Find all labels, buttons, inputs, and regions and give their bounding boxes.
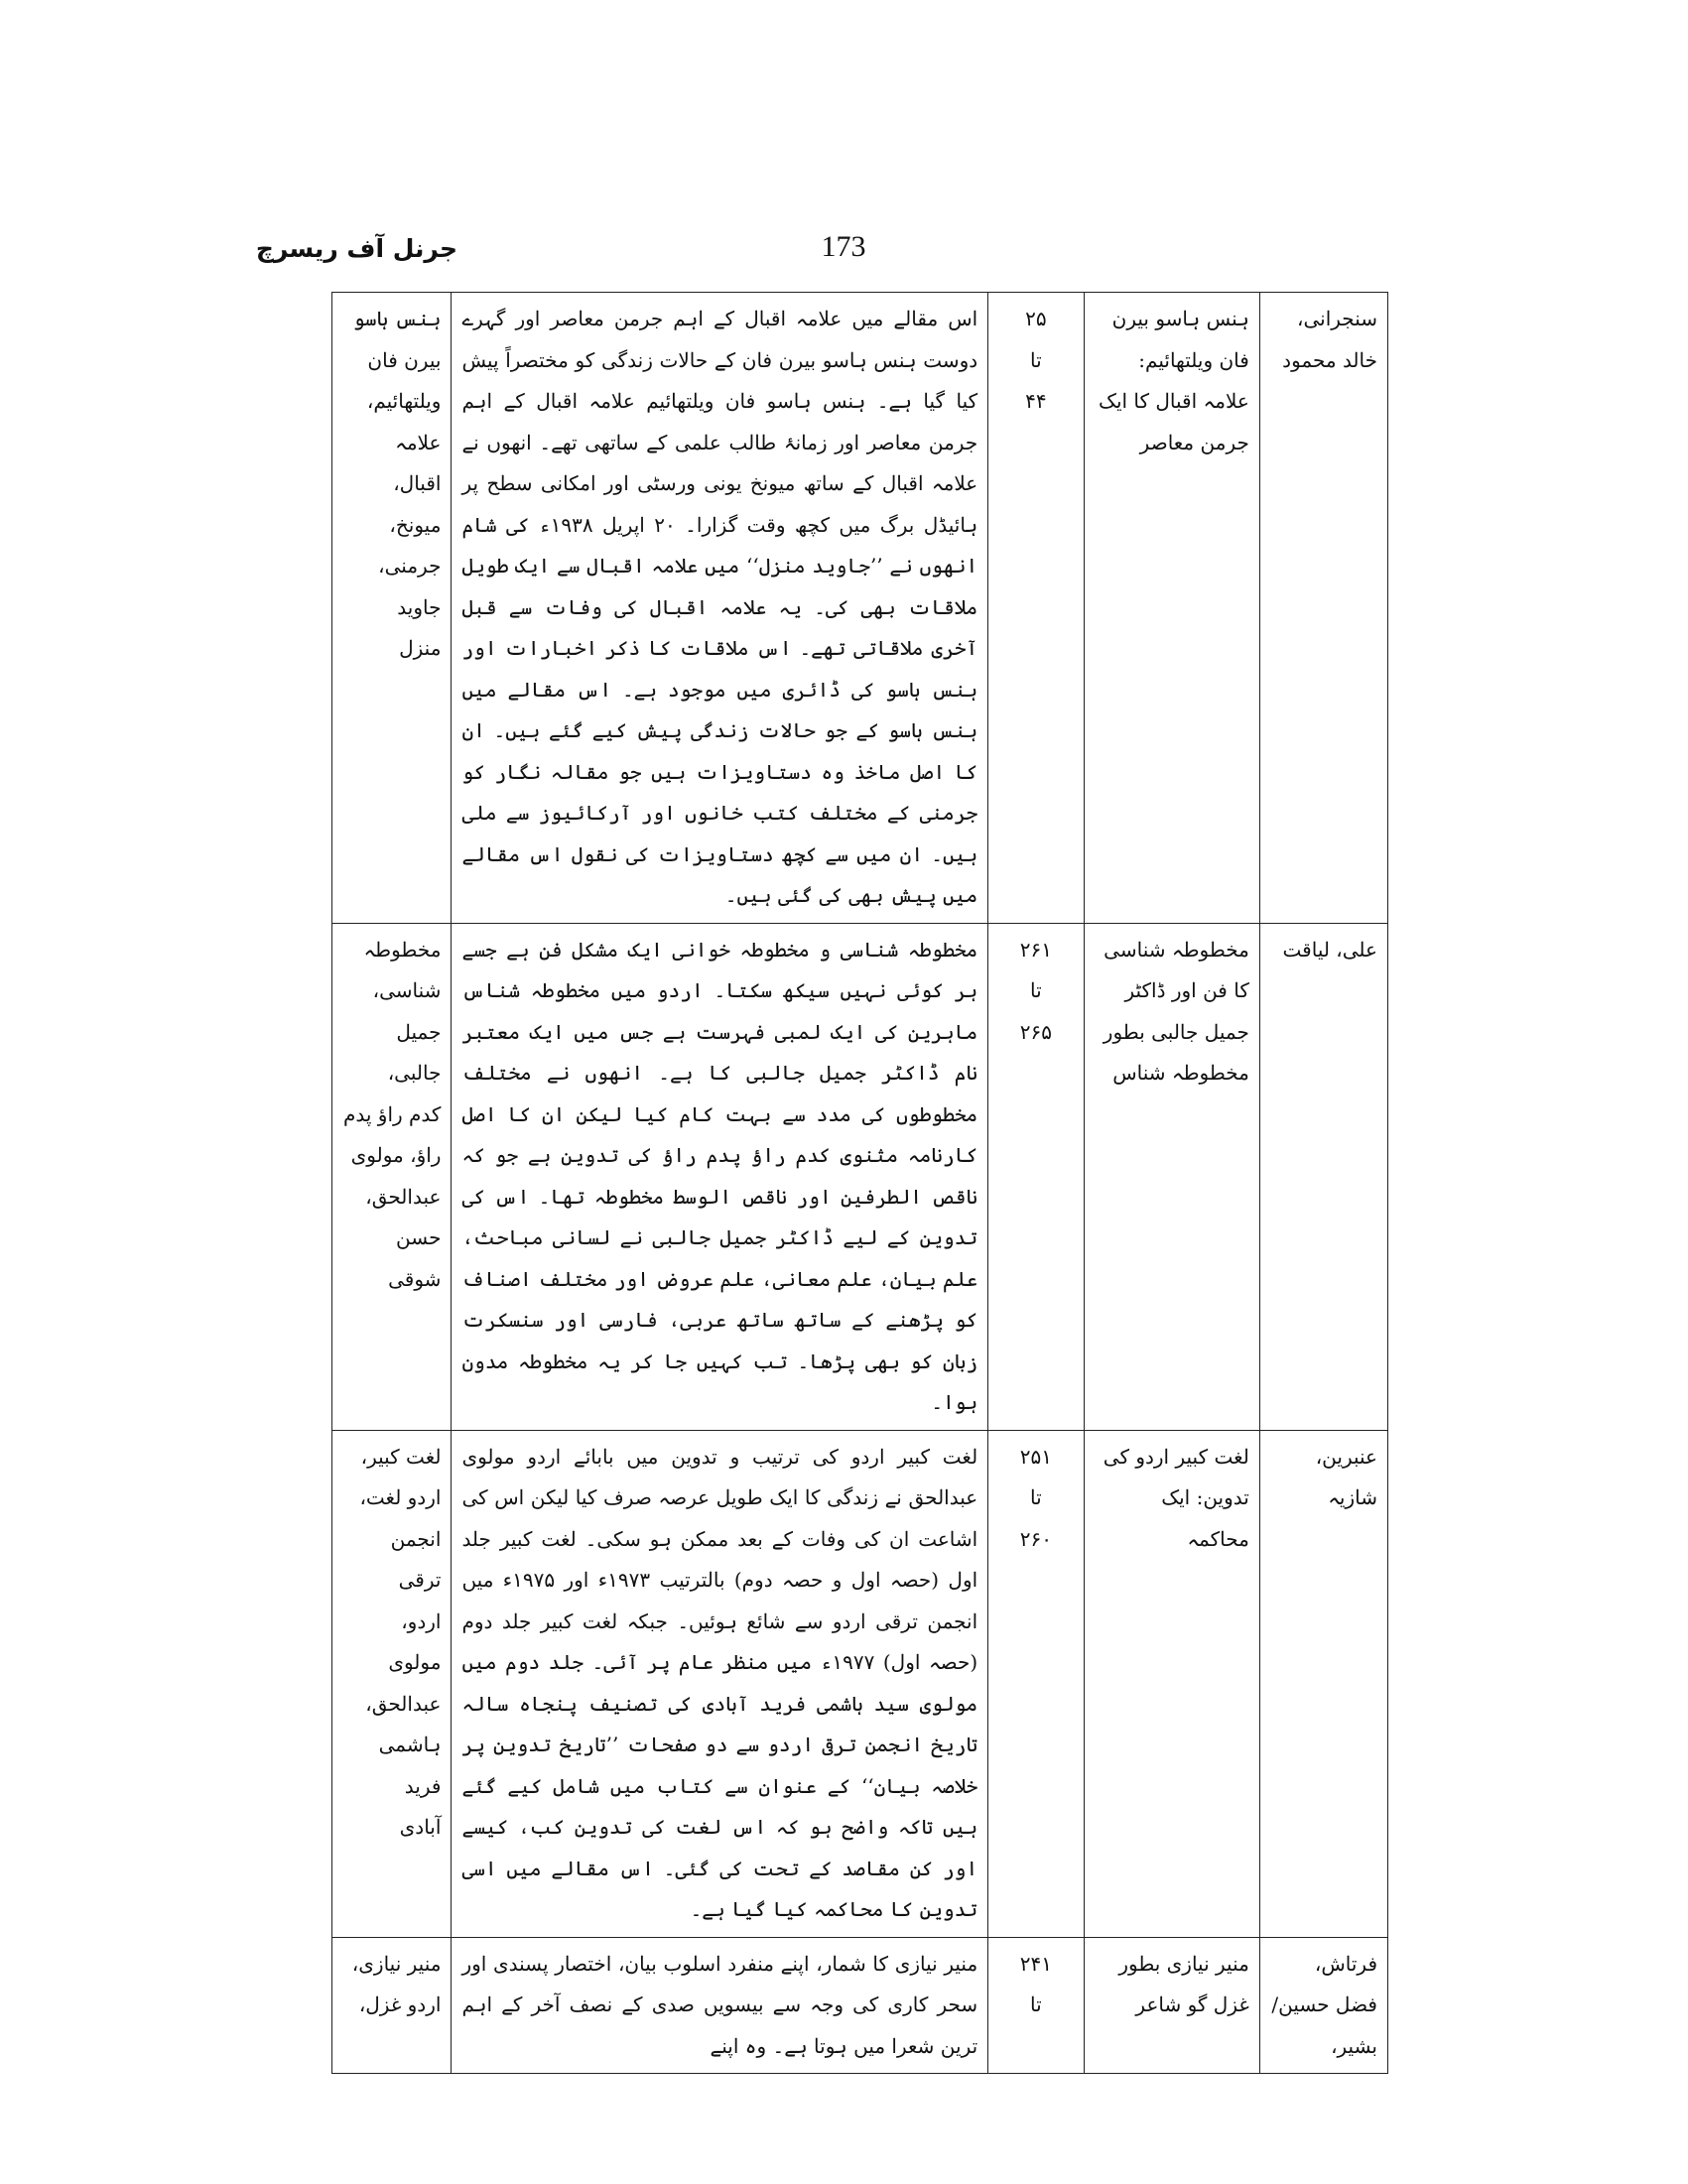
page-range-word: تا (1030, 1992, 1042, 2016)
keyword: مخطوطہ شناسی، (363, 937, 442, 1002)
page-start: ۲۵۱ (1019, 1444, 1052, 1469)
page-start: ۲۶۱ (1019, 937, 1052, 962)
page-end: ۲۶۵ (1019, 1019, 1052, 1044)
abstract-cell: منیر نیازی کا شمار، اپنے منفرد اسلوب بیان، اختصار پسندی اور سحر کاری کی وجہ سے بیسویں صدی کے نصف آخر کے اہم ترین شعرا میں ہوتا ہے۔ وہ اپنے (452, 1937, 988, 2074)
keywords-cell (332, 1430, 452, 1937)
keyword: عبدالحق، (365, 1691, 442, 1716)
keyword: جمیل جالبی، (387, 1019, 442, 1085)
keyword: منزل (399, 636, 442, 660)
keyword: لغت کبیر، (360, 1444, 442, 1469)
keyword: حسن شوقی (388, 1225, 442, 1291)
title-cell: ہنس ہاسو بیرن فان ویلتھائیم: علامہ اقبال کا ایک جرمن معاصر (1084, 293, 1259, 924)
keyword: اردو غزل، (358, 1992, 442, 2016)
abstract-cell: مخطوطہ شناسی و مخطوطہ خوانی ایک مشکل فن ہے جسے ہر کوئی نہیں سیکھ سکتا۔ اردو میں مخطوطہ شناس ماہرین کی ایک لمبی فہرست ہے جس میں ایک معتبر نام ڈاکٹر جمیل جالبی کا ہے۔ انھوں نے مختلف مخطوطوں کی مدد سے بہت کام کیا لیکن ان کا اصل کارنامہ مثنوی کدم راؤ پدم راؤ کی تدوین ہے جو کہ ناقص الطرفین اور ناقص الوسط مخطوطہ تھا۔ اس کی تدوین کے لیے ڈاکٹر جمیل جالبی نے لسانی مباحث، علم بیان، علم معانی، علم عروض اور مختلف اصناف کو پڑھنے کے ساتھ ساتھ عربی، فارسی اور سنسکرت زبان کو بھی پڑھا۔ تب کہیں جا کر یہ مخطوطہ مدون ہوا۔ (452, 923, 988, 1430)
keyword: اردو، مولوی (388, 1608, 442, 1674)
keywords-cell (332, 293, 452, 924)
title-cell: منیر نیازی بطور غزل گو شاعر (1084, 1937, 1259, 2074)
author-cell: سنجرانی، خالد محمود (1259, 293, 1387, 924)
abstracts-table (331, 292, 1388, 2074)
author-cell: فرتاش، فضل حسین/بشیر، (1259, 1937, 1387, 2074)
pages-cell (988, 1937, 1084, 2074)
page-start: ۲۵ (1025, 307, 1047, 330)
keyword: بیرن فان (367, 347, 442, 372)
keyword: انجمن ترقی (390, 1526, 442, 1592)
page-end: ۴۴ (1025, 389, 1047, 413)
abstract-cell: اس مقالے میں علامہ اقبال کے اہم جرمن معاصر اور گہرے دوست ہنس ہاسو بیرن فان کے حالات زندگی کو مختصراً پیش کیا گیا ہے۔ ہنس ہاسو فان ویلتھائیم علامہ اقبال کے اہم جرمن معاصر اور زمانۂ طالب علمی کے ساتھی تھے۔ انھوں نے علامہ اقبال کے ساتھ میونخ یونی ورسٹی اور امکانی سطح پر ہائیڈل برگ میں کچھ وقت گزارا۔ ۲۰ اپریل ۱۹۳۸ء کی شام انھوں نے ’’جاوید منزل‘‘ میں علامہ اقبال سے ایک طویل ملاقات بھی کی۔ یہ علامہ اقبال کی وفات سے قبل آخری ملاقاتی تھے۔ اس ملاقات کا ذکر اخبارات اور ہنس ہاسو کی ڈائری میں موجود ہے۔ اس مقالے میں ہنس ہاسو کے جو حالات زندگی پیش کیے گئے ہیں۔ ان کا اصل ماخذ وہ دستاویزات ہیں جو مقالہ نگار کو جرمنی کے مختلف کتب خانوں اور آرکائیوز سے ملی ہیں۔ ان میں سے کچھ دستاویزات کی نقول اس مقالے میں پیش بھی کی گئی ہیں۔ (452, 293, 988, 924)
keyword: کدم راؤ پدم (343, 1101, 442, 1126)
journal-title: جرنل آف ریسرچ (255, 234, 457, 263)
keyword: آبادی (399, 1815, 442, 1839)
keyword: منیر نیازی، (351, 1951, 442, 1976)
keyword: راؤ، مولوی (350, 1143, 442, 1167)
keyword: اردو لغت، (359, 1485, 442, 1509)
keywords-cell (332, 923, 452, 1430)
table-row (332, 293, 1388, 924)
keyword: عبدالحق، (365, 1184, 442, 1209)
keyword: ہنس ہاسو (353, 307, 442, 330)
keyword: ویلتھائیم، (366, 389, 442, 413)
page-start: ۲۴۱ (1019, 1951, 1052, 1976)
keyword: میونخ، (389, 512, 442, 537)
keyword: علامہ اقبال، (393, 430, 442, 495)
table-row (332, 1430, 1388, 1937)
page-end: ۲۶۰ (1019, 1526, 1052, 1551)
keyword: جرمنی، جاوید (378, 554, 442, 619)
title-cell: مخطوطہ شناسی کا فن اور ڈاکٹر جمیل جالبی بطور مخطوطہ شناس (1084, 923, 1259, 1430)
page-range-word: تا (1030, 347, 1042, 372)
pages-cell (988, 293, 1084, 924)
page-number: 173 (821, 230, 866, 263)
table-row (332, 1937, 1388, 2074)
author-cell: علی، لیاقت (1259, 923, 1387, 1430)
table-row (332, 923, 1388, 1430)
pages-cell (988, 923, 1084, 1430)
keywords-cell (332, 1937, 452, 2074)
page-range-word: تا (1030, 1485, 1042, 1509)
author-cell: عنبرین، شازیہ (1259, 1430, 1387, 1937)
keyword: ہاشمی فرید (378, 1733, 442, 1798)
title-cell: لغت کبیر اردو کی تدوین: ایک محاکمہ (1084, 1430, 1259, 1937)
page-range-word: تا (1030, 978, 1042, 1002)
pages-cell (988, 1430, 1084, 1937)
abstract-cell: لغت کبیر اردو کی ترتیب و تدوین میں بابائے اردو مولوی عبدالحق نے زندگی کا ایک طویل عرصہ صرف کیا لیکن اس کی اشاعت ان کی وفات کے بعد ممکن ہو سکی۔ لغت کبیر جلد اول (حصہ اول و حصہ دوم) بالترتیب ۱۹۷۳ء اور ۱۹۷۵ء میں انجمن ترقی اردو سے شائع ہوئیں۔ جبکہ لغت کبیر جلد دوم (حصہ اول) ۱۹۷۷ء میں منظر عام پر آئی۔ جلد دوم میں مولوی سید ہاشمی فرید آبادی کی تصنیف پنجاہ سالہ تاریخ انجمن ترقی اردو سے دو صفحات ’’تاریخ تدوین پر خلاصہ بیان‘‘ کے عنوان سے کتاب میں شامل کیے گئے ہیں تاکہ واضح ہو کہ اس لغت کی تدوین کب، کیسے اور کن مقاصد کے تحت کی گئی۔ اس مقالے میں اسی تدوین کا محاکمہ کیا گیا ہے۔ (452, 1430, 988, 1937)
